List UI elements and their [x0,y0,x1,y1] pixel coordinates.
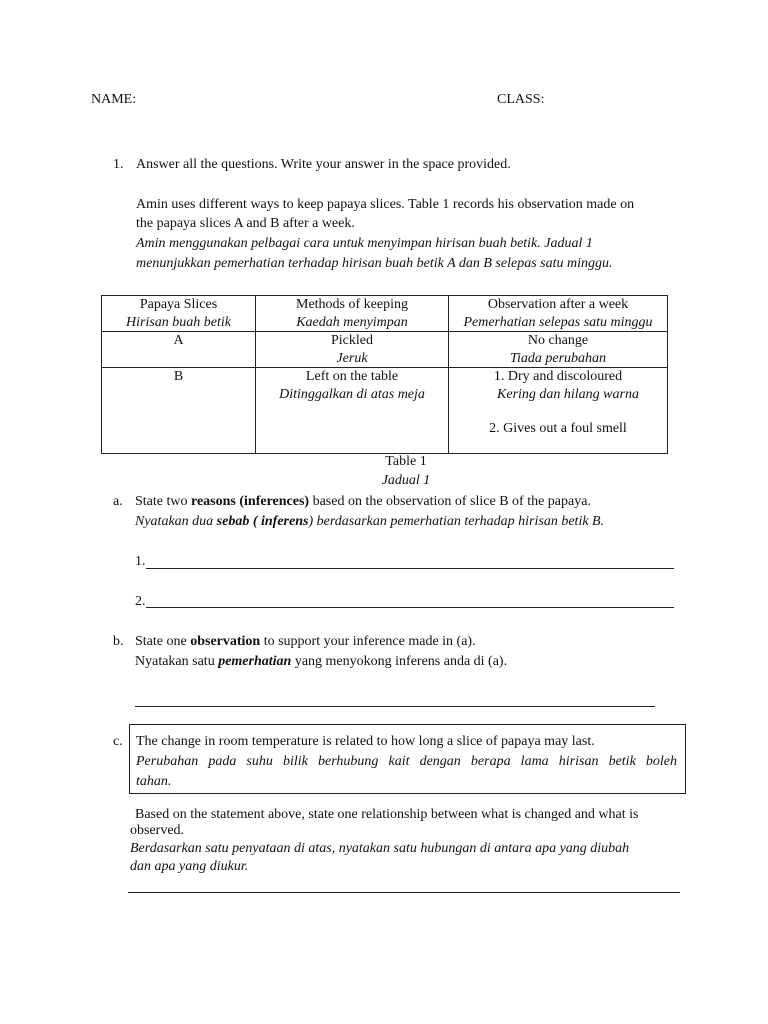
header-cell-slices [102,296,256,332]
observation-a-en: No change [527,333,589,348]
header-methods-ms: Kaedah menyimpan [296,314,408,330]
observation-a-ms: Tiada perubahan [509,350,607,366]
header-cell-methods [256,296,449,332]
observation-b1-en: 1. Dry and discoloured [493,369,623,384]
table-caption-ms: Jadual 1 [381,473,431,488]
part-c-label: c. [113,734,123,749]
part-b-ms-bold: pemerhatian [218,654,292,669]
table-row-a [102,332,668,368]
part-b-ms [135,653,507,671]
table-row-b [102,368,668,454]
header-observation-en: Observation after a week [487,297,629,312]
part-c-answer-line[interactable] [128,892,680,893]
cell-observation-a [449,332,668,368]
answer-2-label: 2. [135,594,146,609]
cell-observation-b [449,368,668,454]
part-a-ms-bold: sebab ( inferens [216,514,309,529]
statement-ms-line1: Perubahan pada suhu bilik berhubung kait dengan berapa lama hirisan betik boleh [136,754,677,769]
slice-a-label: A [173,333,184,348]
part-a-ms-suffix: ) berdasarkan pemerhatian terhadap hirisan betik B. [308,514,605,529]
part-a-en-bold: reasons (inferences) [191,494,310,509]
part-c-instr-en-line1: Based on the statement above, state one relationship between what is changed and what is [135,807,639,822]
slice-b-label: B [173,369,184,384]
method-b-en: Left on the table [305,369,399,384]
answer-2-line[interactable] [146,607,674,608]
part-b-label: b. [113,634,124,649]
observation-table [101,295,668,454]
part-a-ms-prefix: Nyatakan dua [135,514,217,529]
cell-slice-b [102,368,256,454]
header-cell-observation [449,296,668,332]
intro-en-line2: the papaya slices A and B after a week. [136,216,355,231]
part-c-instr-ms-line2: dan apa yang diukur. [130,859,249,874]
statement-ms-line2: tahan. [136,774,172,789]
part-b-en-bold: observation [190,634,261,649]
part-a-en-prefix: State two [135,494,191,509]
part-b-en-suffix: to support your inference made in (a). [260,634,476,649]
observation-b2-en: 2. Gives out a foul smell [489,421,627,436]
observation-b1-ms: Kering dan hilang warna [497,386,639,402]
cell-method-a [256,332,449,368]
header-observation-ms: Pemerhatian selepas satu minggu [463,314,653,330]
table-caption-en: Table 1 [385,454,427,469]
part-b-ms-prefix: Nyatakan satu [135,654,219,669]
statement-en: The change in room temperature is related to how long a slice of papaya may last. [136,734,595,749]
answer-1-label: 1. [135,554,146,569]
part-c-instr-ms-line1: Berdasarkan satu penyataan di atas, nyatakan satu hubungan di antara apa yang diubah [130,841,630,856]
method-b-ms: Ditinggalkan di atas meja [279,386,425,402]
part-b-ms-suffix: yang menyokong inferens anda di (a). [291,654,508,669]
part-b-answer-line[interactable] [135,706,655,707]
table-header-row [102,296,668,332]
part-a-en [135,493,591,511]
cell-method-b [256,368,449,454]
answer-1-line[interactable] [146,568,674,569]
part-b-en [135,633,476,651]
intro-en-line1: Amin uses different ways to keep papaya slices. Table 1 records his observation made on [136,197,635,212]
name-label: NAME: [91,92,137,107]
intro-ms-line2: menunjukkan pemerhatian terhadap hirisan buah betik A dan B selepas satu minggu. [136,256,613,271]
header-slices-en: Papaya Slices [139,297,218,312]
instruction-text: Answer all the questions. Write your answer in the space provided. [136,157,511,172]
part-b-en-prefix: State one [135,634,191,649]
part-a-label: a. [113,494,123,509]
intro-ms-line1: Amin menggunakan pelbagai cara untuk menyimpan hirisan buah betik. Jadual 1 [136,236,593,251]
part-c-instr-en-line2: observed. [130,823,185,838]
cell-slice-a [102,332,256,368]
class-label: CLASS: [497,92,545,107]
header-methods-en: Methods of keeping [296,297,408,312]
method-a-en: Pickled [331,333,373,348]
part-a-ms [135,513,604,531]
header-slices-ms: Hirisan buah betik [126,314,231,330]
part-a-en-suffix: based on the observation of slice B of the papaya. [309,494,591,509]
method-a-ms: Jeruk [336,350,368,366]
question-number: 1. [113,157,124,172]
